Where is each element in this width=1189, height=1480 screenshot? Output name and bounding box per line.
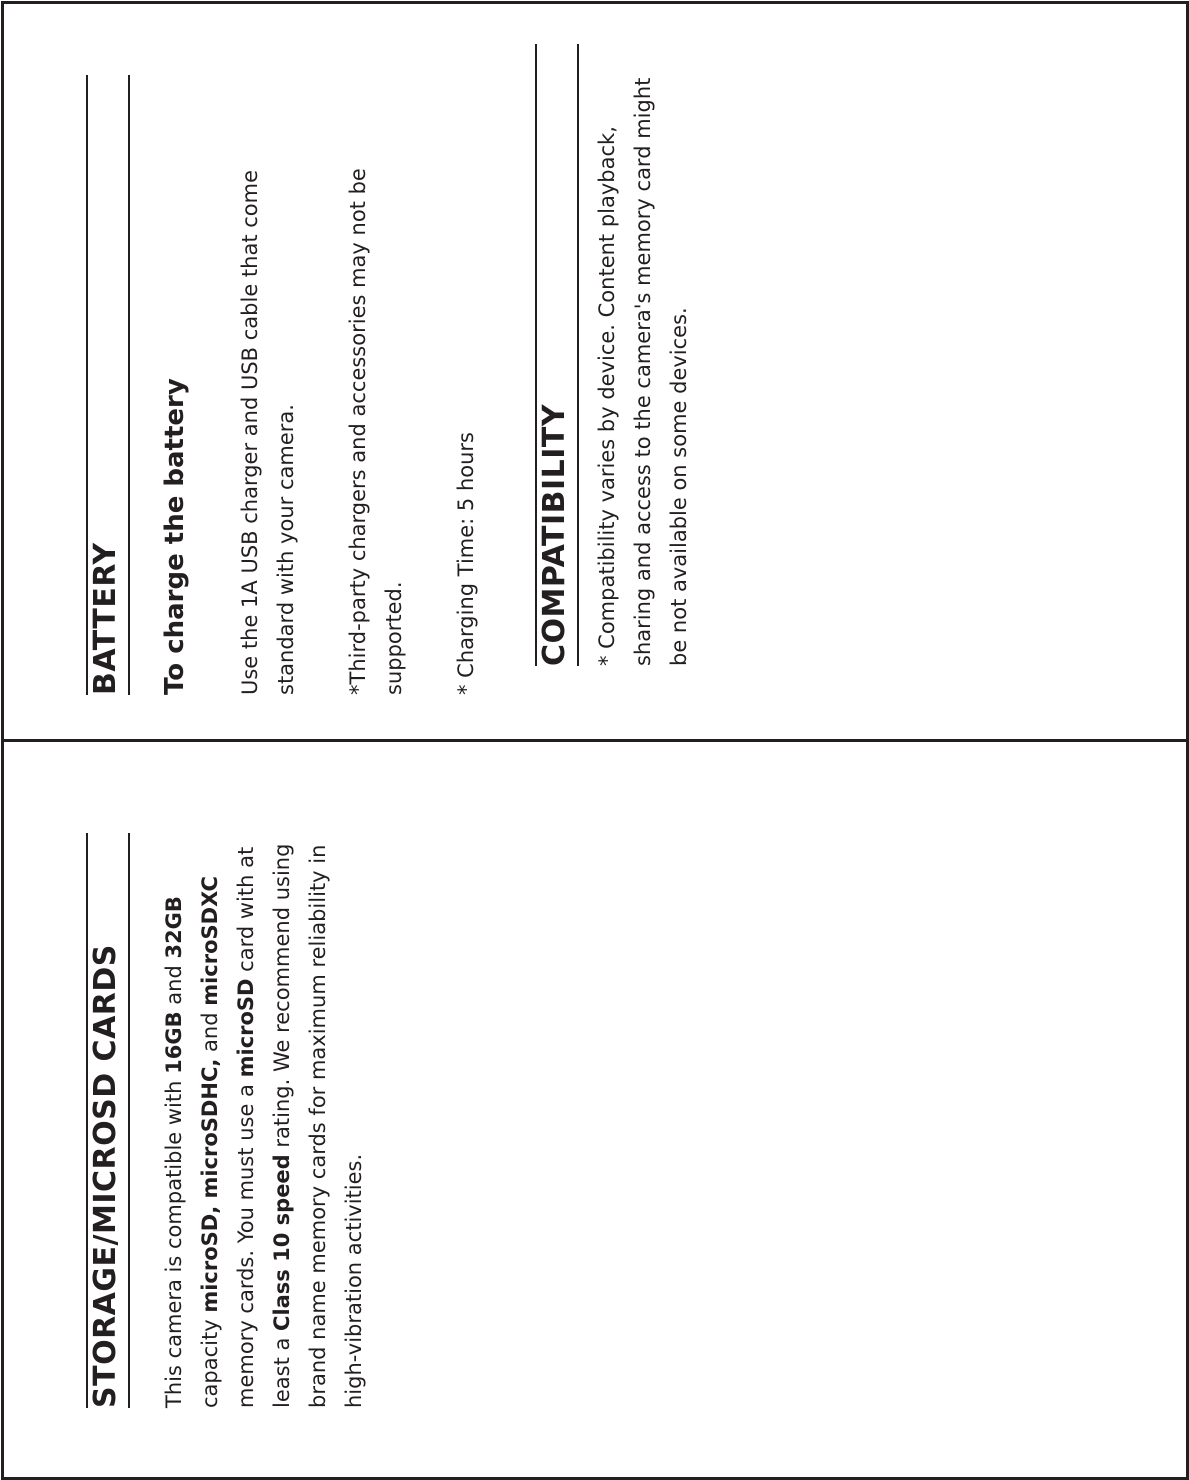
battery-usage-text: Use the 1A USB charger and USB cable that come standard with your camera. xyxy=(237,169,298,695)
storage-bold-32gb: 32GB xyxy=(161,896,186,959)
storage-text xyxy=(156,828,372,1408)
storage-heading: STORAGE/MICROSD CARDS xyxy=(88,944,123,1408)
storage-bold-class10: Class 10 speed xyxy=(269,1154,294,1331)
compatibility-heading: COMPATIBILITY xyxy=(537,403,572,666)
storage-panel xyxy=(86,833,386,1408)
storage-text-7: rating. We recommend using brand name memory cards for maximum reliability in high-vibration activities. xyxy=(269,843,366,1408)
storage-text-5: memory cards. You must use a xyxy=(233,1077,258,1408)
storage-text-1: This camera is compatible with xyxy=(161,1073,186,1408)
page-divider xyxy=(1,739,1189,742)
storage-bold-16gb: 16GB xyxy=(161,1011,186,1074)
battery-subheading: To charge the battery xyxy=(159,378,190,695)
battery-heading: BATTERY xyxy=(88,542,123,695)
compatibility-panel xyxy=(535,44,785,666)
storage-text-2: and xyxy=(161,958,186,1012)
storage-text-3: capacity xyxy=(197,1312,222,1408)
storage-text-4: and xyxy=(197,1005,222,1059)
storage-text-6: card with at least a xyxy=(233,846,294,1408)
battery-charging-time: * Charging Time: 5 hours xyxy=(453,432,478,695)
storage-bold-microsdxc: microSDXC xyxy=(197,876,222,1006)
storage-bold-microsd-sdhc: microSD, microSDHC, xyxy=(197,1058,222,1313)
storage-bold-microsd: microSD xyxy=(233,978,258,1078)
compatibility-note: * Compatibility varies by device. Content playback, sharing and access to the camera's memory card might be not available on some devices. xyxy=(594,77,691,666)
battery-third-party-text: *Third-party chargers and accessories may not be supported. xyxy=(345,168,406,695)
